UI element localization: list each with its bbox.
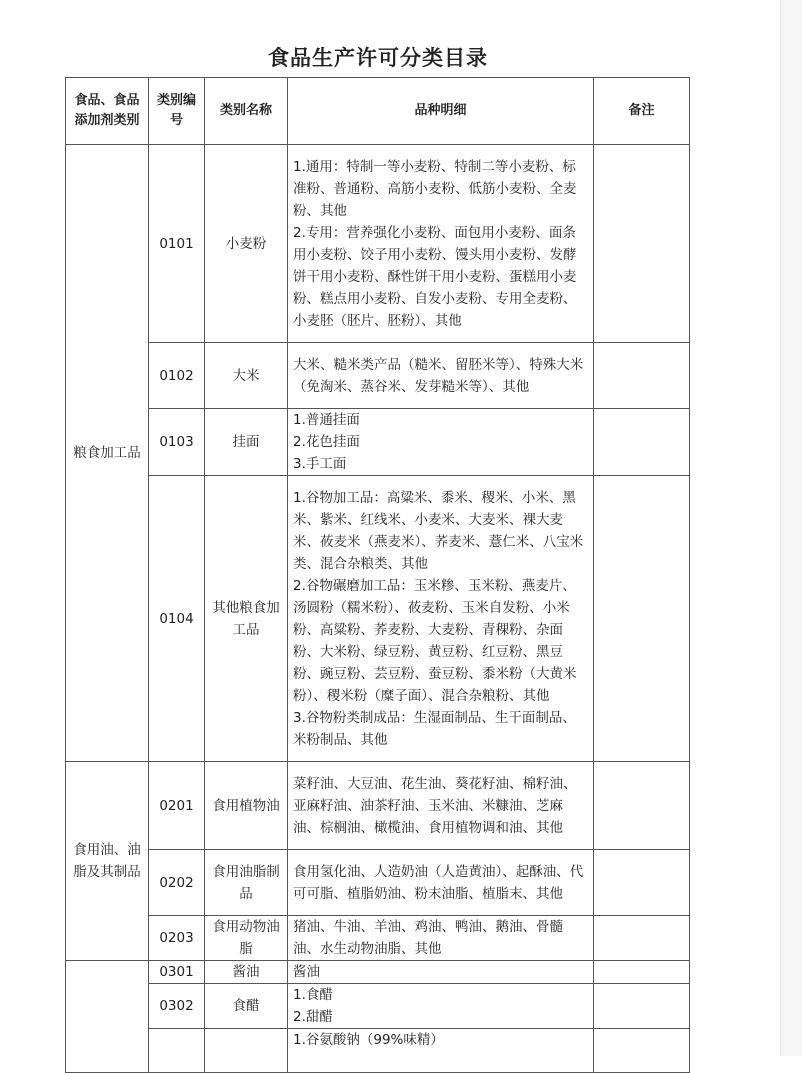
row-note [594,476,690,762]
detail-line: 1.谷氨酸钠（99%味精） [293,1032,444,1048]
row-name: 食醋 [205,984,288,1029]
detail-line: 1.通用：特制一等小麦粉、特制二等小麦粉、标准粉、普通粉、高筋小麦粉、低筋小麦粉、全麦粉、其他 [293,158,577,219]
detail-line: 酱油 [293,964,320,980]
table-row [66,961,690,984]
table-row [66,916,690,961]
detail-line: 1.普通挂面 [293,412,360,428]
detail-line: 3.手工面 [293,456,347,472]
row-name [205,1029,288,1073]
row-detail [288,409,594,476]
row-detail [288,916,594,961]
detail-line: 1.谷物加工品：高粱米、黍米、稷米、小米、黑米、紫米、红线米、小麦米、大麦米、裸大麦米、莜麦米（燕麦米）、荞麦米、薏仁米、八宝米类、混合杂粮类、其他 [293,489,584,572]
row-detail [288,145,594,343]
table-row [66,343,690,409]
row-note [594,984,690,1029]
row-name: 酱油 [205,961,288,984]
row-name: 食用油脂制品 [205,850,288,916]
detail-line: 1.食醋 [293,987,333,1003]
row-note [594,916,690,961]
row-name: 大米 [205,343,288,409]
row-note [594,1029,690,1073]
header-detail: 品种明细 [288,78,594,145]
row-code: 0104 [149,476,205,762]
page-right-gutter [781,0,802,1056]
row-name: 小麦粉 [205,145,288,343]
row-code: 0302 [149,984,205,1029]
row-detail [288,762,594,850]
table-row [66,1029,690,1073]
table-row [66,850,690,916]
row-detail [288,850,594,916]
detail-line: 大米、糙米类产品（糙米、留胚米等）、特殊大米（免淘米、蒸谷米、发芽糙米等）、其他 [293,356,584,395]
detail-line: 2.谷物碾磨加工品：玉米糁、玉米粉、燕麦片、汤圆粉（糯米粉）、莜麦粉、玉米自发粉、小米粉、高粱粉、荞麦粉、大麦粉、青稞粉、杂面粉、大米粉、绿豆粉、黄豆粉、红豆粉、黑豆粉、豌豆粉、芸豆粉、蚕豆粉、黍米粉（大黄米粉）、稷米粉（糜子面）、混合杂粮粉、其他 [293,577,577,704]
row-detail [288,476,594,762]
row-note [594,145,690,343]
table-row [66,476,690,762]
detail-line: 2.专用：营养强化小麦粉、面包用小麦粉、面条用小麦粉、饺子用小麦粉、馒头用小麦粉、发酵饼干用小麦粉、酥性饼干用小麦粉、蛋糕用小麦粉、糕点用小麦粉、自发小麦粉、专用全麦粉、小麦胚（胚片、胚粉）、其他 [293,224,577,329]
table-row [66,409,690,476]
row-note [594,409,690,476]
table-row [66,145,690,343]
row-code: 0301 [149,961,205,984]
header-code: 类别编号 [149,78,205,145]
row-detail [288,984,594,1029]
row-note [594,762,690,850]
row-name: 挂面 [205,409,288,476]
row-name: 其他粮食加工品 [205,476,288,762]
group-cell-oils: 食用油、油脂及其制品 [66,762,149,961]
page-title: 食品生产许可分类目录 [268,45,488,70]
header-note: 备注 [594,78,690,145]
table-row [66,984,690,1029]
row-note [594,343,690,409]
table-header-row [66,78,690,145]
row-note [594,961,690,984]
row-name: 食用动物油脂 [205,916,288,961]
row-detail [288,961,594,984]
detail-line: 3.谷物粉类制成品：生湿面制品、生干面制品、米粉制品、其他 [293,709,576,748]
detail-line: 食用氢化油、人造奶油（人造黄油）、起酥油、代可可脂、植脂奶油、粉末油脂、植脂末、其他 [293,863,584,902]
table-row [66,762,690,850]
detail-line: 2.花色挂面 [293,434,360,450]
row-code: 0201 [149,762,205,850]
row-code: 0202 [149,850,205,916]
row-code: 0103 [149,409,205,476]
catalog-table [65,77,690,1073]
row-detail [288,1029,594,1073]
row-note [594,850,690,916]
detail-line: 猪油、牛油、羊油、鸡油、鸭油、鹅油、骨髓油、水生动物油脂、其他 [293,919,563,957]
detail-line: 2.甜醋 [293,1009,333,1025]
row-code: 0101 [149,145,205,343]
row-code [149,1029,205,1073]
row-code: 0102 [149,343,205,409]
detail-line: 菜籽油、大豆油、花生油、葵花籽油、棉籽油、亚麻籽油、油茶籽油、玉米油、米糠油、芝麻油、棕榈油、橄榄油、食用植物调和油、其他 [293,775,577,836]
header-name: 类别名称 [205,78,288,145]
row-detail [288,343,594,409]
header-category: 食品、食品添加剂类别 [66,78,149,145]
row-name: 食用植物油 [205,762,288,850]
row-code: 0203 [149,916,205,961]
group-cell-grain: 粮食加工品 [66,145,149,762]
